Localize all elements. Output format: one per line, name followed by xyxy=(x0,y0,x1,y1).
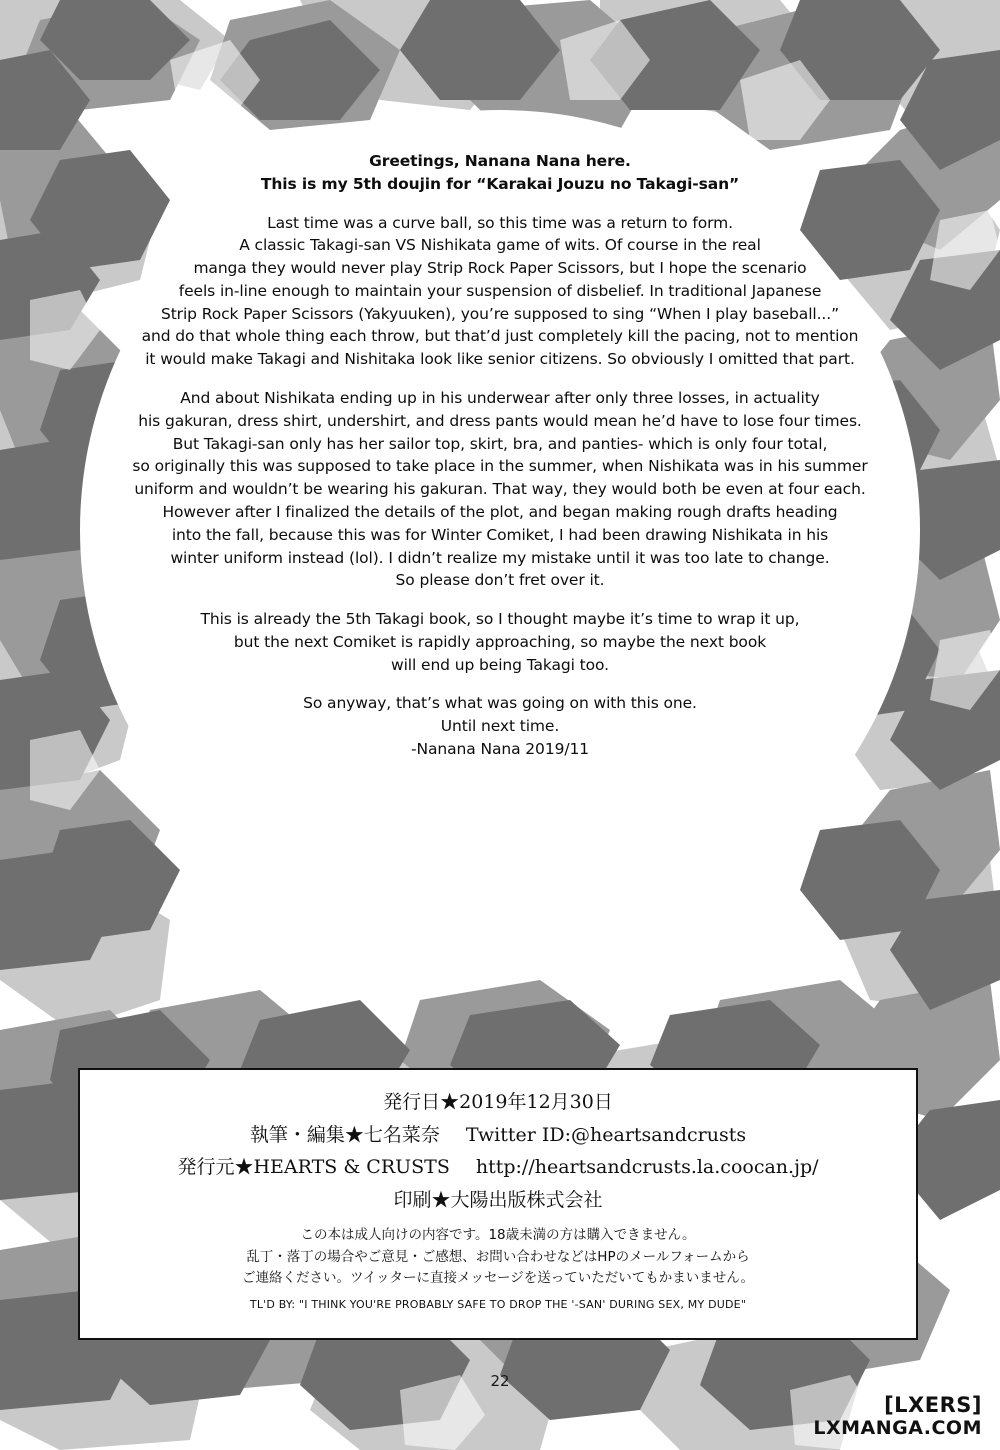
afterword-heading-line: Greetings, Nanana Nana here. xyxy=(369,152,631,170)
afterword-circle xyxy=(80,110,920,950)
afterword-line: This is already the 5th Takagi book, so I thought maybe it’s time to wrap it up, xyxy=(200,610,800,629)
afterword-line: But Takagi-san only has her sailor top, skirt, bra, and panties- which is only four total, xyxy=(172,434,828,453)
afterword-line: So anyway, that’s what was going on with this one. xyxy=(303,694,697,713)
afterword-line: uniform and wouldn’t be wearing his gakuran. That way, they would both be even at four each. xyxy=(134,480,866,499)
afterword-line: it would make Takagi and Nishitaka look like senior citizens. So obviously I omitted that part. xyxy=(145,350,855,369)
colophon-value: 七名菜奈 xyxy=(363,1123,440,1146)
afterword-paragraph xyxy=(100,608,900,676)
afterword-line: Last time was a curve ball, so this time was a return to form. xyxy=(267,213,733,232)
colophon-notice-line: 乱丁・落丁の場合やご意見・ご感想、お問い合わせなどはHPのメールフォームから xyxy=(246,1248,750,1265)
colophon-value: 2019年12月30日 xyxy=(459,1091,613,1113)
afterword-line: manga they would never play Strip Rock Paper Scissors, but I hope the scenario xyxy=(193,259,807,278)
afterword-line: So please don’t fret over it. xyxy=(395,571,605,590)
colophon-label: 執筆・編集★ xyxy=(249,1123,364,1146)
afterword-line: but the next Comiket is rapidly approaching, so maybe the next book xyxy=(233,632,767,651)
afterword-line: Until next time. xyxy=(440,717,560,736)
colophon-box xyxy=(78,1068,918,1340)
colophon-row-publish-date xyxy=(100,1086,896,1119)
colophon-row-printer xyxy=(100,1184,896,1217)
afterword-signature: -Nanana Nana 2019/11 xyxy=(411,739,589,758)
afterword-line: And about Nishikata ending up in his underwear after only three losses, in actuality xyxy=(180,389,820,408)
afterword-line: will end up being Takagi too. xyxy=(391,655,609,674)
afterword-line: winter uniform instead (lol). I didn’t realize my mistake until it was too late to change. xyxy=(170,548,830,567)
colophon-label: 印刷★ xyxy=(393,1189,451,1212)
afterword-line: A classic Takagi-san VS Nishikata game of wits. Of course in the real xyxy=(239,236,761,255)
colophon-label: 発行元★ xyxy=(177,1156,254,1179)
watermark-site: LXMANGA.COM xyxy=(813,1417,982,1440)
afterword-text xyxy=(100,150,900,761)
afterword-paragraph xyxy=(100,387,900,592)
afterword-line: feels in-line enough to maintain your suspension of disbelief. In traditional Japanese xyxy=(178,281,822,300)
colophon-website-url[interactable]: http://heartsandcrusts.la.coocan.jp/ xyxy=(475,1156,819,1179)
colophon-notice-line: ご連絡ください。ツイッターに直接メッセージを送っていただいてもかまいません。 xyxy=(241,1270,755,1287)
colophon-twitter-id[interactable]: Twitter ID:@heartsandcrusts xyxy=(465,1123,747,1146)
page-number: 22 xyxy=(490,1372,510,1390)
colophon-label: 発行日★ xyxy=(383,1091,460,1113)
colophon-notice-line: この本は成人向けの内容です。18歳未満の方は購入できません。 xyxy=(300,1226,696,1243)
colophon-notice xyxy=(100,1225,896,1291)
afterword-heading-line: This is my 5th doujin for “Karakai Jouzu no Takagi-san” xyxy=(260,174,740,193)
afterword-heading xyxy=(100,150,900,196)
afterword-line: so originally this was supposed to take place in the summer, when Nishikata was in his summer xyxy=(132,457,868,476)
colophon-value: 大陽出版株式会社 xyxy=(450,1189,603,1212)
colophon-row-circle xyxy=(100,1151,896,1184)
afterword-line: into the fall, because this was for Winter Comiket, I had been drawing Nishikata in his xyxy=(171,525,829,544)
afterword-line: Strip Rock Paper Scissors (Yakyuuken), you’re supposed to sing “When I play baseball...” xyxy=(160,304,840,323)
afterword-line: his gakuran, dress shirt, undershirt, and dress pants would mean he’d have to lose four times. xyxy=(138,411,862,430)
watermark xyxy=(813,1394,982,1440)
afterword-paragraph xyxy=(100,212,900,371)
translator-note: TL'D BY: "I THINK YOU'RE PROBABLY SAFE TO DROP THE '-SAN' DURING SEX, MY DUDE" xyxy=(249,1298,747,1312)
watermark-group: [LXERS] xyxy=(884,1393,982,1418)
afterword-line: However after I finalized the details of the plot, and began making rough drafts heading xyxy=(162,502,838,521)
colophon-value: HEARTS & CRUSTS xyxy=(253,1156,450,1179)
afterword-line: and do that whole thing each throw, but that’d just completely kill the pacing, not to mention xyxy=(141,327,859,346)
colophon-row-author xyxy=(100,1119,896,1152)
afterword-signoff xyxy=(100,692,900,760)
